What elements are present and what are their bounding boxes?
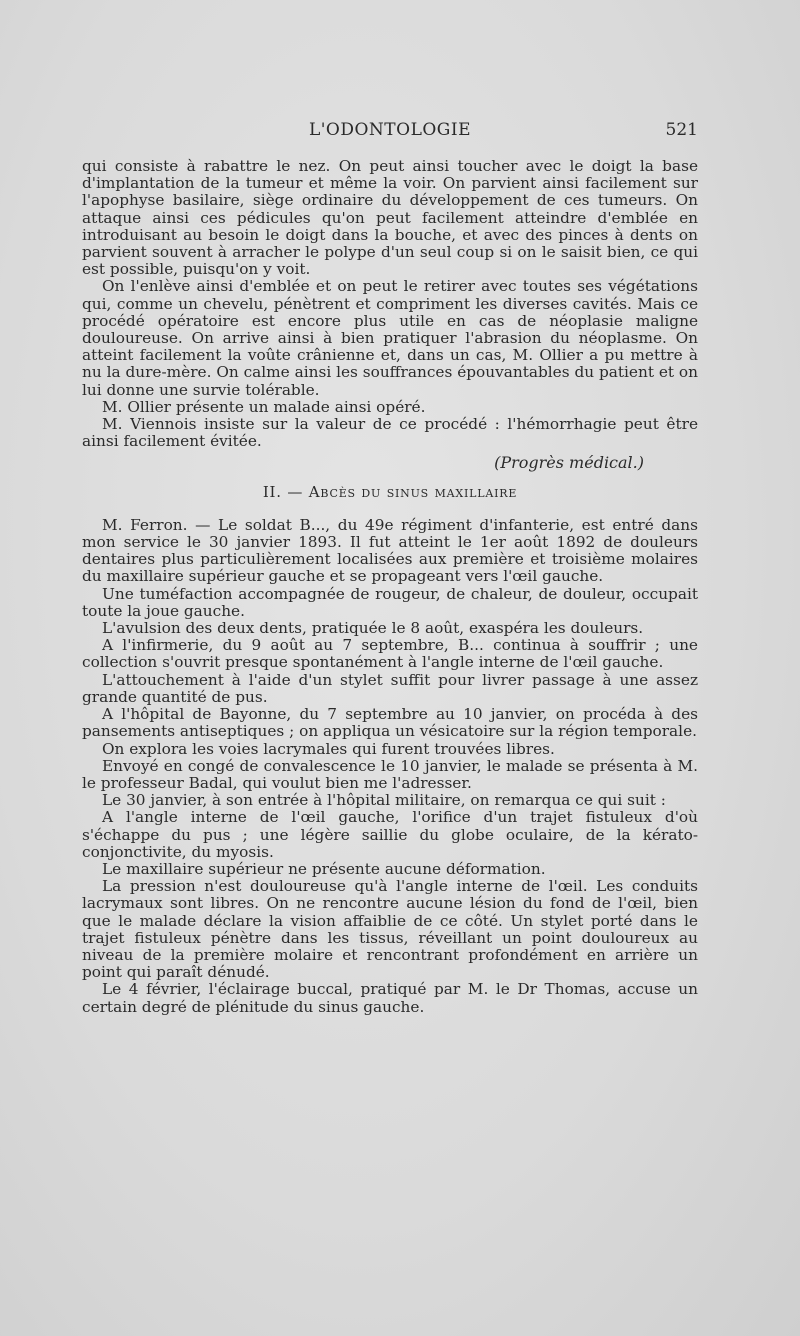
paragraph: On explora les voies lacrymales qui furent trouvées libres. [102, 739, 555, 758]
paragraph: qui consiste à rabattre le nez. On peut ainsi toucher avec le doigt la base d'implantation de la tumeur et même la voir. On parvient ainsi facilement sur l'apophyse basilaire, siège ordinaire du développement de ces tumeurs. On attaque ainsi ces pédicules qu'on peut facilement atteindre d'emblée en introduisant au besoin le doigt dans la bouche, et avec des pinces à dents on parvient souvent à arracher le polype d'un seul coup si on le saisit bien, ce qui est possible, puisqu'on y voit. [82, 157, 698, 279]
paragraph: M. Viennois insiste sur la valeur de ce procédé : l'hémorrhagie peut être ainsi facilement évitée. [82, 415, 698, 451]
paragraph: La pression n'est douloureuse qu'à l'angle interne de l'œil. Les conduits lacrymaux sont libres. On ne rencontre aucune lésion du fond de l'œil, bien que le malade déclare la vision affaiblie de ce côté. Un stylet porté dans le trajet fistuleux pénètre dans les tissus, réveillant un point douloureux au niveau de la première molaire et rencontrant profondément en arrière un point qui paraît dénudé. [82, 877, 698, 982]
paragraph: A l'hôpital de Bayonne, du 7 septembre au 10 janvier, on procéda à des pansements antiseptiques ; on appliqua un vésicatoire sur la région temporale. [82, 705, 698, 741]
paragraph: Une tuméfaction accompagnée de rougeur, de chaleur, de douleur, occupait toute la joue gauche. [82, 584, 698, 620]
paragraph: L'attouchement à l'aide d'un stylet suffit pour livrer passage à une assez grande quantité de pus. [82, 670, 698, 706]
paragraph: M. Ollier présente un malade ainsi opéré. [102, 397, 426, 416]
paragraph: On l'enlève ainsi d'emblée et on peut le retirer avec toutes ses végétations qui, comme un chevelu, pénètrent et compriment les diverses cavités. Mais ce procédé opératoire est encore plus utile en cas de néoplasie maligne douloureuse. On arrive ainsi à bien pratiquer l'abrasion du néoplasme. On atteint facilement la voûte crânienne et, dans un cas, M. Ollier a pu mettre à nu la dure-mère. On calme ainsi les souffrances épouvantables du patient et on lui donne une survie tolérable. [82, 277, 698, 399]
paragraph: Envoyé en congé de convalescence le 10 janvier, le malade se présenta à M. le professeur Badal, qui voulut bien me l'adresser. [82, 756, 698, 792]
paragraph: L'avulsion des deux dents, pratiquée le 8 août, exaspéra les douleurs. [102, 619, 644, 638]
paragraph: A l'infirmerie, du 9 août au 7 septembre, B... continua à souffrir ; une collection s'ouvrit presque spontanément à l'angle interne de l'œil gauche. [82, 636, 698, 672]
source-citation: (Progrès médical.) [494, 453, 644, 473]
paragraph: M. Ferron. — Le soldat B..., du 49e régiment d'infanterie, est entré dans mon service le 30 janvier 1893. Il fut atteint le 1er août 1892 de douleurs dentaires plus particulièrement localisées aux première et troisième molaires du maxillaire supérieur gauche et se propageant vers l'œil gauche. [82, 515, 698, 586]
paragraph: A l'angle interne de l'œil gauche, l'orifice d'un trajet fistuleux d'où s'échappe du pus ; une légère saillie du globe oculaire, de la kérato-conjonctivite, du myosis. [82, 808, 698, 861]
running-title: L'ODONTOLOGIE [308, 120, 472, 140]
section-title: II. — Abcès du sinus maxillaire [262, 482, 518, 501]
paragraph: Le 4 février, l'éclairage buccal, pratiqué par M. le Dr Thomas, accuse un certain degré de plénitude du sinus gauche. [82, 980, 698, 1016]
paragraph: Le maxillaire supérieur ne présente aucune déformation. [102, 859, 546, 878]
page-number: 521 [665, 120, 698, 140]
page-header [82, 120, 698, 144]
body-text [82, 158, 698, 1016]
paragraph: Le 30 janvier, à son entrée à l'hôpital militaire, on remarqua ce qui suit : [102, 791, 666, 810]
